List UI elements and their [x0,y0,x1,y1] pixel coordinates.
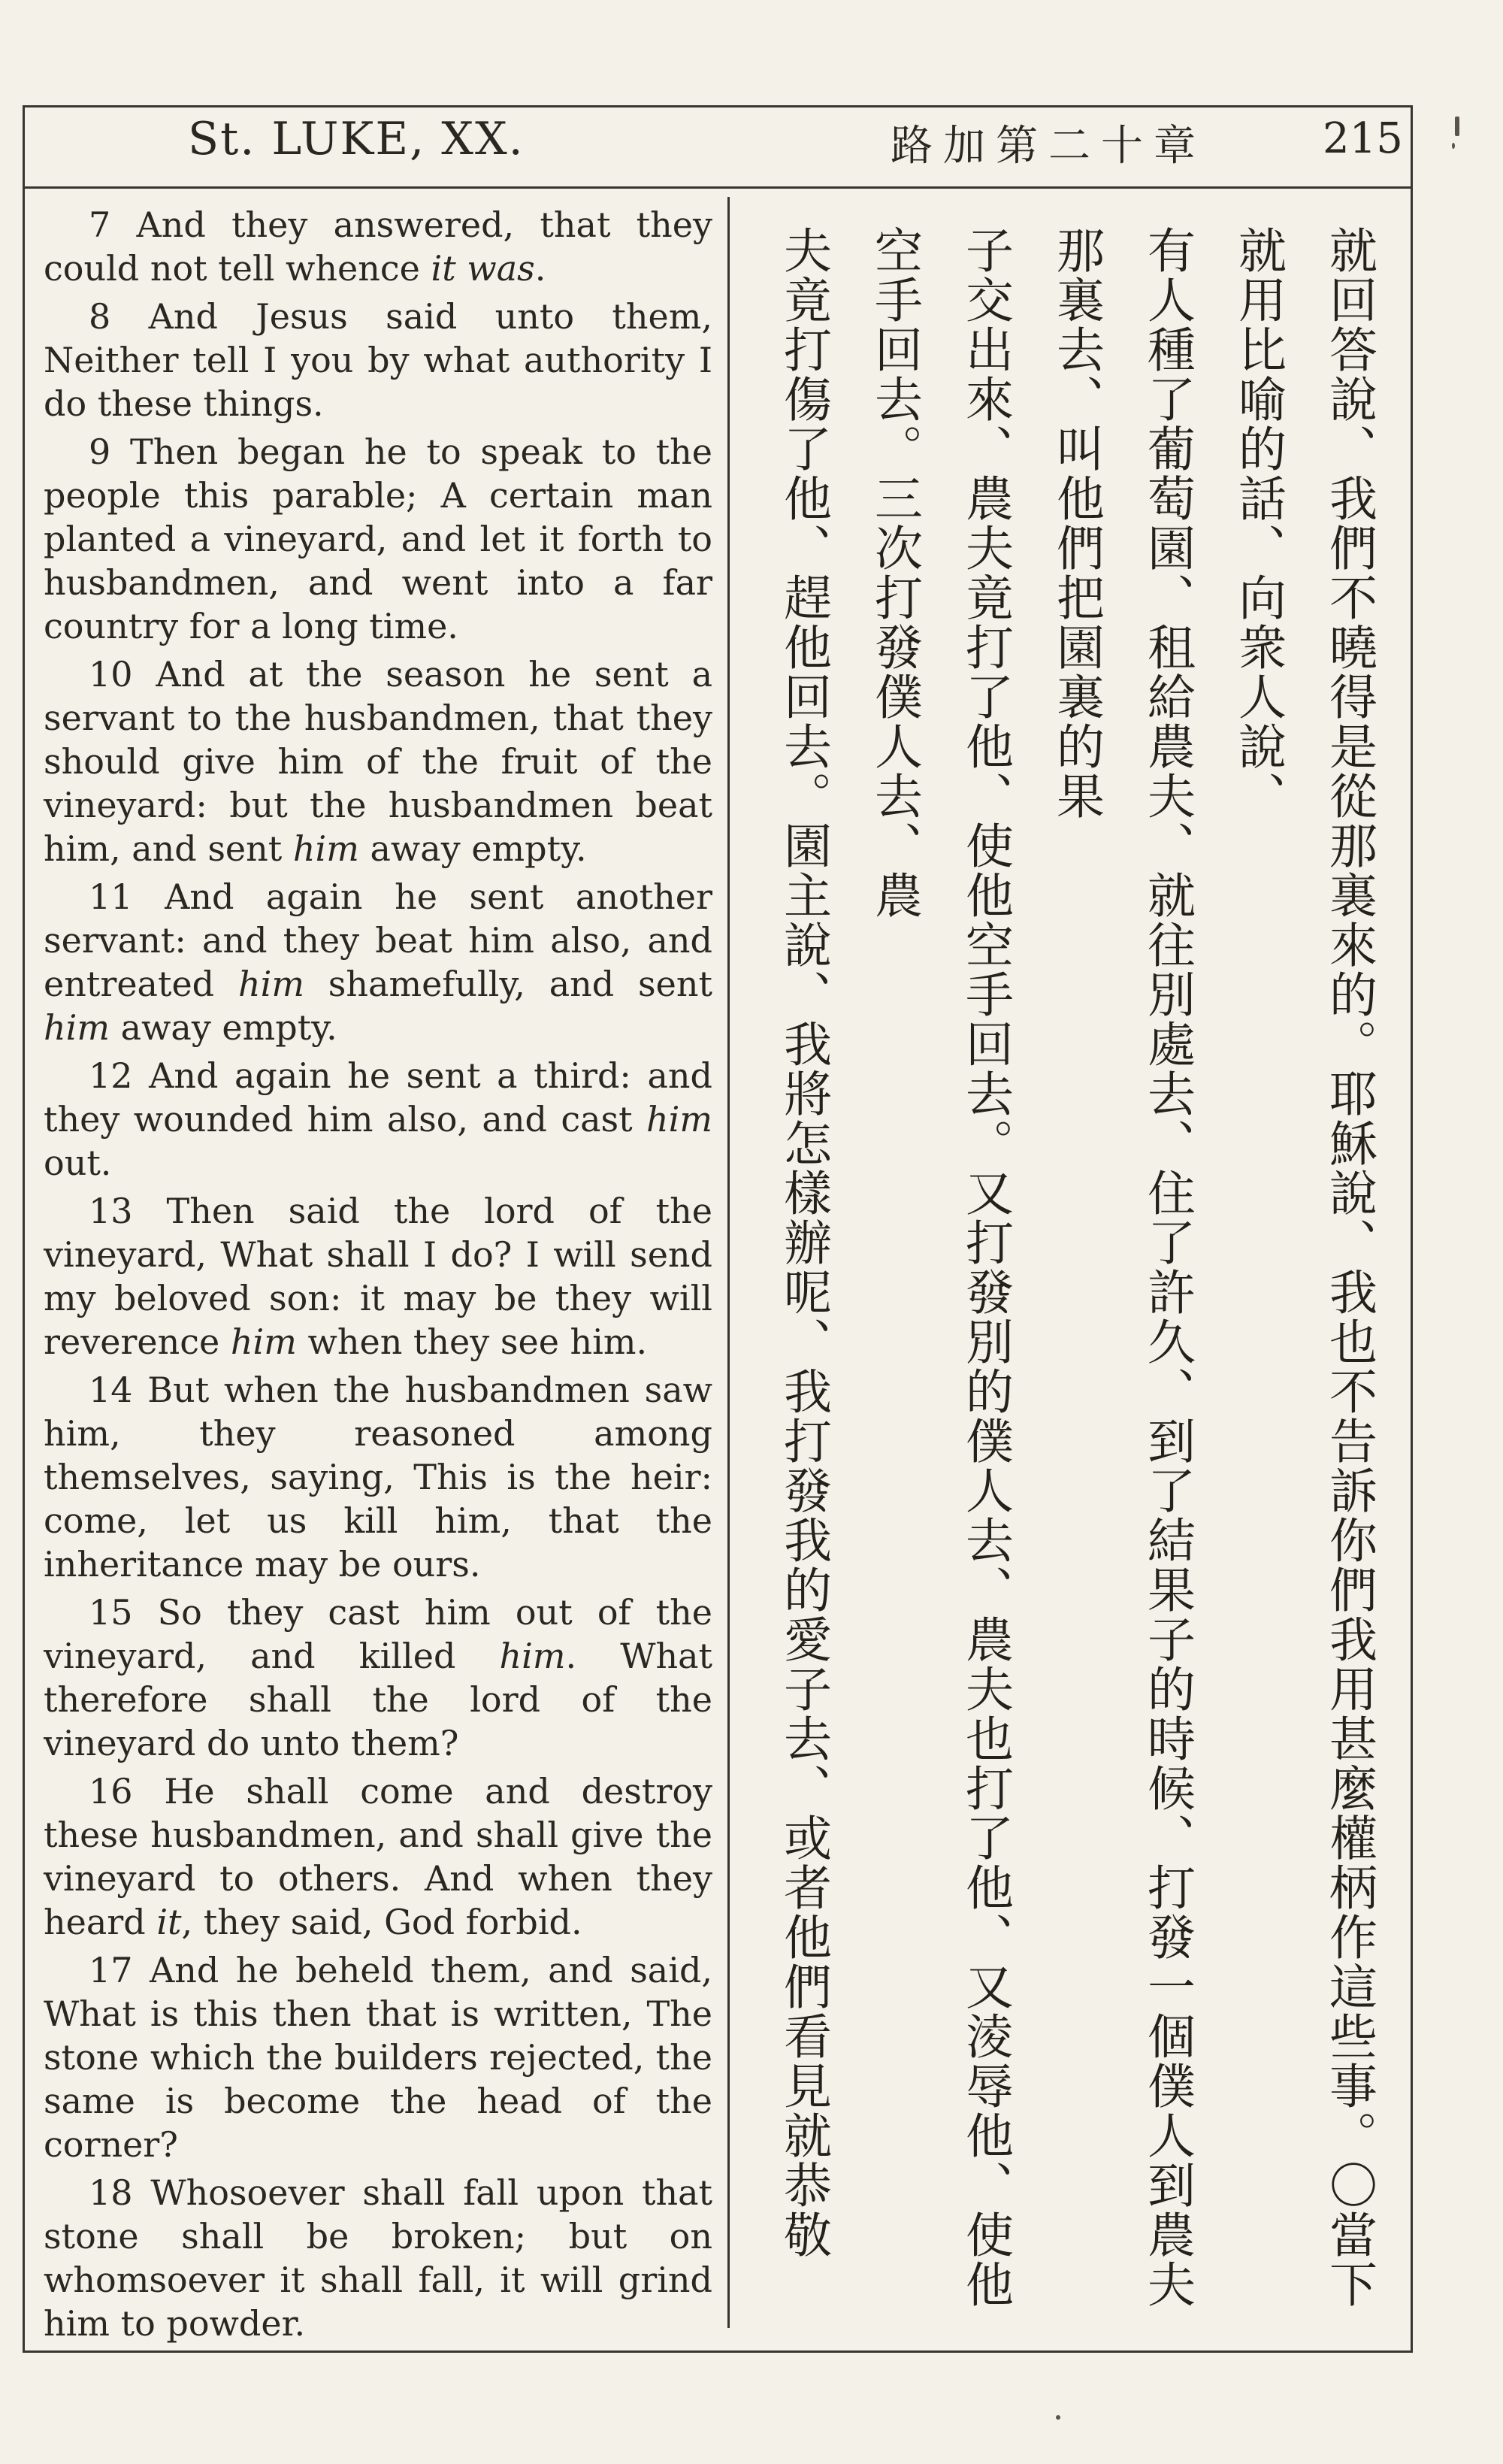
italic-text: him [499,1636,566,1676]
chapter-title-chinese: 路加第二十章 [891,122,1206,171]
verse-text: . What therefore shall the lord of the vineyard do unto them? [44,1636,713,1763]
verse-text: when they see him. [296,1321,648,1362]
verse-text: And they answered, that they could not tell whence [44,204,712,289]
italic-text: him [44,1007,110,1048]
scan-speck [1452,143,1455,149]
verse-number: 9 [89,431,111,472]
verse-text: He shall come and destroy these husbandmen, and shall give the vineyard to others. And when they heard [44,1771,712,1942]
column-divider [727,197,730,2328]
italic-text: it [156,1902,182,1942]
verse-text: So they cast him out of the vineyard, and killed [44,1592,713,1676]
scan-speck [1455,117,1459,136]
verse-text: And Jesus said unto them, Neither tell I you by what authority I do these things. [44,296,713,424]
verse-text: Then said the lord of the vineyard, What shall I do? I will send my beloved son: it may be they will reverence [44,1191,713,1362]
verse-7 [44,203,712,290]
verse-8 [44,295,712,425]
verse-number: 17 [89,1950,133,1990]
verse-text: And again he sent another servant: and they beat him also, and entreated [44,876,713,1004]
verse-number: 12 [89,1055,133,1096]
verse-number: 10 [89,654,133,695]
verse-12 [44,1054,712,1185]
verse-number: 15 [89,1592,133,1633]
verse-11 [44,875,712,1049]
verse-10 [44,652,712,870]
verse-text: Then began he to speak to the people this parable; A certain man planted a vineyard, and let it forth to husbandmen, and went into a far country for a long time. [44,431,713,646]
italic-text: him [292,828,359,869]
verse-number: 11 [89,876,133,917]
chinese-text-column [740,226,1394,2330]
verse-text: But when the husbandmen saw him, they reasoned among themselves, saying, This is the heir: come, let us kill him, that the inheritance may be ours. [44,1370,713,1585]
verse-number: 8 [89,296,111,337]
verse-number: 7 [89,204,111,245]
italic-text: him [230,1321,297,1362]
verse-text: And again he sent a third: and they wounded him also, and cast [44,1055,712,1140]
chinese-column-1: 就回答說、我們不曉得是從那裏來的。耶穌說、我也不告訴你們我用甚麼權柄作這些事。〇當下就用比喻的話、向衆人說、 [1230,226,1377,2309]
verse-text: away empty. [109,1007,337,1048]
chinese-column-2: 有人種了葡萄園、租給農夫、就往別處去、住了許久、到了結果子的時候、打發一個僕人到農夫那裏去、叫他們把園裏的果 [1048,226,1195,2309]
verse-text: out. [44,1143,112,1183]
verse-14 [44,1368,712,1586]
header-rule [23,186,1413,189]
verse-text: , they said, God forbid. [181,1902,582,1942]
verse-number: 18 [89,2172,133,2213]
chinese-column-3: 子交出來、農夫竟打了他、使他空手回去。又打發別的僕人去、農夫也打了他、又淩辱他、使他空手回去。三次打發僕人去、農 [866,226,1013,2309]
verse-text: away empty. [358,828,587,869]
italic-text: him [646,1099,712,1140]
verse-15 [44,1591,712,1765]
verse-9 [44,430,712,648]
verse-text: Whosoever shall fall upon that stone shall be broken; but on whomsoever it shall fall, it will grind him to powder. [44,2172,713,2344]
verse-text: And he beheld them, and said, What is this then that is written, The stone which the builders rejected, the same is become the head of the corner? [44,1950,713,2165]
verse-18 [44,2171,712,2345]
page-number: 215 [1323,114,1403,163]
verse-text: . [534,248,546,289]
verse-17 [44,1948,712,2166]
english-text-column [44,203,712,2350]
verse-number: 13 [89,1191,133,1231]
verse-16 [44,1769,712,1944]
scan-speck [1056,2415,1060,2420]
chinese-column-4: 夫竟打傷了他、趕他回去。園主說、我將怎樣辦呢、我打發我的愛子去、或者他們看見就恭敬 [776,226,831,2260]
verse-text: And at the season he sent a servant to the husbandmen, that they should give him of the fruit of the vineyard: but the husbandmen beat him, and sent [44,654,712,869]
verse-text: shamefully, and sent [304,964,712,1004]
italic-text: it was [431,248,535,289]
italic-text: him [237,964,304,1004]
verse-number: 16 [89,1771,133,1812]
verse-number: 14 [89,1370,133,1410]
running-title: St. LUKE, XX. [188,113,525,165]
verse-13 [44,1189,712,1364]
